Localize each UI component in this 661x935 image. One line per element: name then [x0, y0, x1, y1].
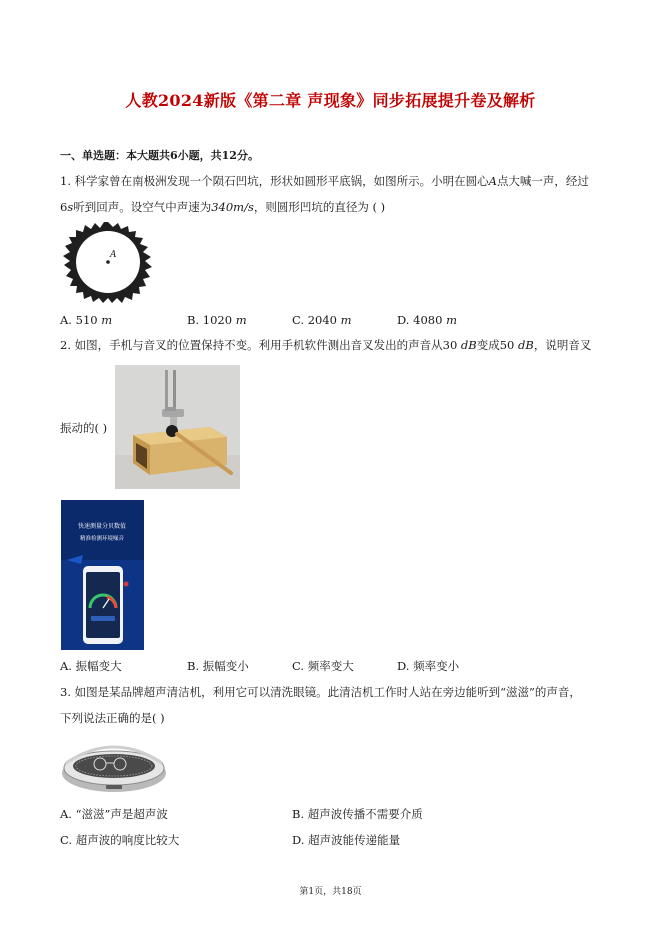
q1-time-value: 6	[60, 200, 68, 214]
option-text: 超声波能传递能量	[308, 833, 401, 847]
q1-line2	[60, 199, 385, 215]
section-suffix: 分。	[236, 149, 259, 162]
q2-option-c[interactable]	[292, 658, 354, 674]
option-value: 1020	[202, 313, 233, 327]
option-unit: m	[101, 313, 113, 327]
option-letter: A.	[60, 659, 76, 673]
q1-line1	[60, 173, 589, 189]
phone-ad-text-2: 精准检测环境噪音	[79, 536, 125, 542]
option-unit: m	[446, 313, 457, 327]
option-unit: m	[340, 313, 352, 327]
option-letter: C.	[60, 833, 76, 847]
phone-sound-meter-ad	[61, 500, 144, 650]
section-prefix: 一、单选题：本大题共	[60, 149, 170, 162]
q1-point-label: A	[488, 174, 497, 188]
q2-text-mid: 变成	[476, 338, 500, 352]
q2-option-a[interactable]	[60, 658, 122, 674]
section-heading	[60, 147, 259, 163]
option-text: 频率变大	[307, 659, 354, 673]
option-text: 超声波传播不需要介质	[307, 807, 423, 821]
q1-text-2: 听到回声。设空气中声速为	[73, 200, 212, 214]
option-text: 频率变小	[413, 659, 460, 673]
q3-option-c[interactable]	[60, 832, 179, 848]
crater-figure	[58, 220, 158, 305]
option-value: 2040	[307, 313, 337, 327]
ultrasonic-cleaner-photo	[60, 733, 168, 793]
q2-text: 2. 如图，手机与音叉的位置保持不变。利用手机软件测出音叉发出的声音从	[60, 338, 443, 352]
crater-center-label: A	[110, 250, 117, 260]
q3-option-b[interactable]	[292, 806, 423, 822]
option-letter: B.	[292, 807, 308, 821]
tuning-fork-photo	[115, 365, 240, 489]
page-title: 人教2024新版《第二章 声现象》同步拓展提升卷及解析	[125, 91, 536, 110]
q2-db-unit-2: dB	[518, 338, 534, 352]
question-count: 6	[170, 149, 178, 162]
option-letter: C.	[292, 659, 308, 673]
q2-text-post: ，说明音叉	[533, 338, 592, 352]
total-points: 12	[221, 149, 237, 162]
q2-line1	[60, 337, 591, 353]
q1-text-2-post: ，则圆形凹坑的直径为 ( )	[253, 200, 386, 214]
q1-text-post: 点大喊一声，经过	[496, 174, 589, 188]
option-text: 振幅变小	[202, 659, 249, 673]
q2-db-from: 30	[442, 338, 458, 352]
option-letter: D.	[397, 313, 414, 327]
q3-option-a[interactable]	[60, 806, 168, 822]
option-letter: D.	[292, 833, 309, 847]
option-letter: A.	[60, 807, 76, 821]
option-letter: D.	[397, 659, 414, 673]
option-letter: B.	[187, 659, 203, 673]
q2-line2: 振动的( )	[60, 421, 108, 435]
q1-speed: 340m/s	[211, 200, 254, 214]
phone-ad-text-1: 快速测量分贝数值	[77, 523, 127, 530]
q1-time-unit: s	[67, 200, 74, 214]
option-letter: C.	[292, 313, 308, 327]
section-mid: 小题，共	[177, 149, 222, 162]
option-unit: m	[235, 313, 247, 327]
q1-option-b[interactable]	[187, 313, 247, 327]
option-value: 4080	[413, 313, 443, 327]
q2-db-unit: dB	[460, 338, 477, 352]
option-text: 超声波的响度比较大	[75, 833, 180, 847]
q3-line2: 下列说法正确的是( )	[60, 711, 165, 725]
q3-line1: 3. 如图是某品牌超声清洁机，利用它可以清洗眼镜。此清洁机工作时人站在旁边能听到“滋滋”的声音，	[60, 685, 581, 699]
q1-option-c[interactable]	[292, 313, 352, 327]
option-text: 振幅变大	[75, 659, 122, 673]
option-letter: A.	[60, 313, 76, 327]
q1-text: 1. 科学家曾在南极洲发现一个陨石凹坑，形状如圆形平底锅，如图所示。小明在圆心	[60, 174, 489, 188]
option-text: “滋滋”声是超声波	[75, 807, 168, 821]
q1-option-d[interactable]	[397, 313, 457, 327]
option-letter: B.	[187, 313, 203, 327]
option-value: 510	[75, 313, 98, 327]
q2-db-to: 50	[499, 338, 515, 352]
q2-option-b[interactable]	[187, 658, 249, 674]
q1-option-a[interactable]	[60, 313, 112, 327]
q3-option-d[interactable]	[292, 832, 400, 848]
q2-option-d[interactable]	[397, 658, 459, 674]
page-footer: 第1页，共18页	[299, 887, 362, 897]
